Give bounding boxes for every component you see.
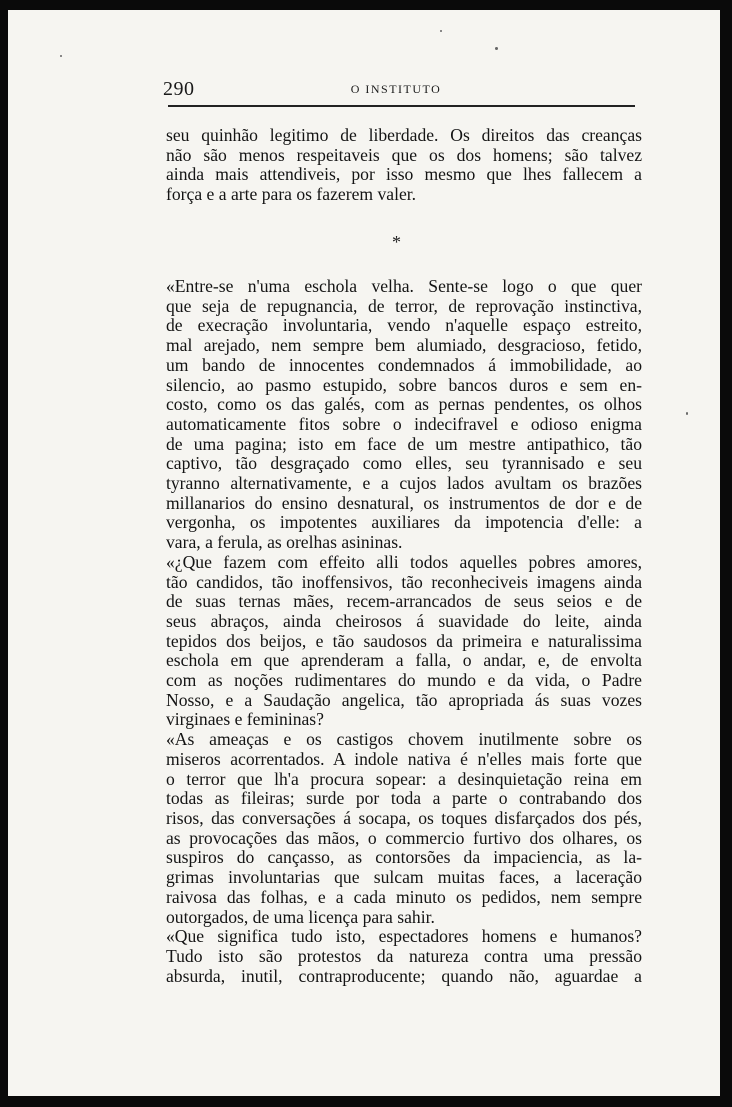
text-line: outorgados, de uma licença para sahir.: [166, 906, 435, 927]
text-line: seu quinhão legitimo de liberdade. Os direitos das creanças: [166, 125, 642, 145]
text-line: tão candidos, tão inoffensivos, tão reconheciveis imagens ainda: [166, 571, 642, 592]
text-line: miseros acorrentados. A indole nativa é n'elles mais forte que: [166, 748, 642, 769]
text-line: vergonha, os impotentes auxiliares da impotencia d'elle: a: [166, 512, 642, 533]
paper-speck: [686, 412, 688, 415]
paper-speck: [440, 30, 442, 32]
text-line: «Entre-se n'uma eschola velha. Sente-se logo o que quer: [166, 276, 642, 296]
text-line: risos, das conversações á socapa, os toques disfarçados dos pés,: [166, 807, 642, 828]
text-line: Tudo isto são protestos da natureza contra uma pressão: [166, 945, 642, 966]
text-line: silencio, ao pasmo estupido, sobre bancos duros e sem en-: [166, 374, 642, 395]
text-line: Nosso, e a Saudação angelica, tão apropriada ás suas vozes: [166, 689, 642, 710]
text-line: todas as fileiras; surde por toda a parte o contrabando dos: [166, 788, 642, 809]
text-line: automaticamente fitos sobre o indecifravel e odioso enigma: [166, 413, 642, 434]
text-line: raivosa das folhas, e a cada minuto os pedidos, nem sempre: [166, 886, 642, 907]
opening-paragraph: [166, 126, 642, 205]
text-line: tepidos dos beijos, e tão saudosos da primeira e naturalissima: [166, 630, 642, 651]
text-line: força e a arte para os fazerem valer.: [166, 184, 417, 205]
text-line: «Que significa tudo isto, espectadores homens e humanos?: [166, 926, 642, 947]
quoted-passage: [166, 277, 642, 986]
text-line: vara, a ferula, as orelhas asininas.: [166, 532, 403, 553]
text-line: com as noções rudimentares do mundo e da vida, o Padre: [166, 670, 642, 691]
text-line: que seja de repugnancia, de terror, de reprovação instinctiva,: [166, 295, 642, 316]
text-line: «¿Que fazem com effeito alli todos aquelles pobres amores,: [166, 551, 642, 572]
page-number: 290: [163, 78, 195, 100]
text-line: millanarios do ensino desnatural, os instrumentos de dor e de: [166, 492, 642, 513]
paper-speck: [495, 47, 498, 50]
text-line: não são menos respeitaveis que os dos homens; são talvez: [166, 144, 642, 165]
text-line: captivo, tão desgraçado como elles, seu tyrannisado e seu: [166, 453, 642, 474]
text-line: de suas ternas mães, recem-arrancados de seus seios e de: [166, 591, 642, 612]
text-line: grimas involuntarias que sulcam muitas faces, a laceração: [166, 867, 642, 888]
text-line: o terror que lh'a procura sopear: a desinquietação reina em: [166, 768, 642, 789]
text-line: de uma pagina; isto em face de um mestre antipathico, tão: [166, 433, 642, 454]
text-line: eschola em que aprenderam a falla, o andar, e, de envolta: [166, 650, 642, 671]
text-line: de execração involuntaria, vendo n'aquelle espaço estreito,: [166, 315, 642, 336]
text-line: costo, como os das galés, com as pernas pendentes, os olhos: [166, 394, 642, 415]
paper-speck: [60, 55, 62, 57]
header-rule: [168, 105, 635, 107]
text-line: suspiros do cançasso, as contorsões da impaciencia, as la-: [166, 847, 642, 868]
section-separator: *: [392, 232, 401, 252]
page-header: [157, 72, 635, 104]
text-line: tyranno alternativamente, e a cujos lados avultam os brazões: [166, 473, 642, 494]
text-line: um bando de innocentes condemnados á immobilidade, ao: [166, 354, 642, 375]
text-line: seus abraços, ainda cheirosos á suavidade do leite, ainda: [166, 610, 642, 631]
text-line: mal arejado, nem sempre bem alumiado, desgracioso, fetido,: [166, 335, 642, 356]
text-line: ainda mais attendiveis, por isso mesmo que lhes fallecem a: [166, 164, 642, 185]
running-title: O INSTITUTO: [350, 82, 442, 96]
text-line: «As ameaças e os castigos chovem inutilmente sobre os: [166, 729, 642, 750]
text-line: virginaes e femininas?: [166, 709, 324, 730]
text-line: absurda, inutil, contraproducente; quando não, aguardae a: [166, 965, 642, 986]
text-line: as provocações das mãos, o commercio furtivo dos olhares, os: [166, 827, 642, 848]
